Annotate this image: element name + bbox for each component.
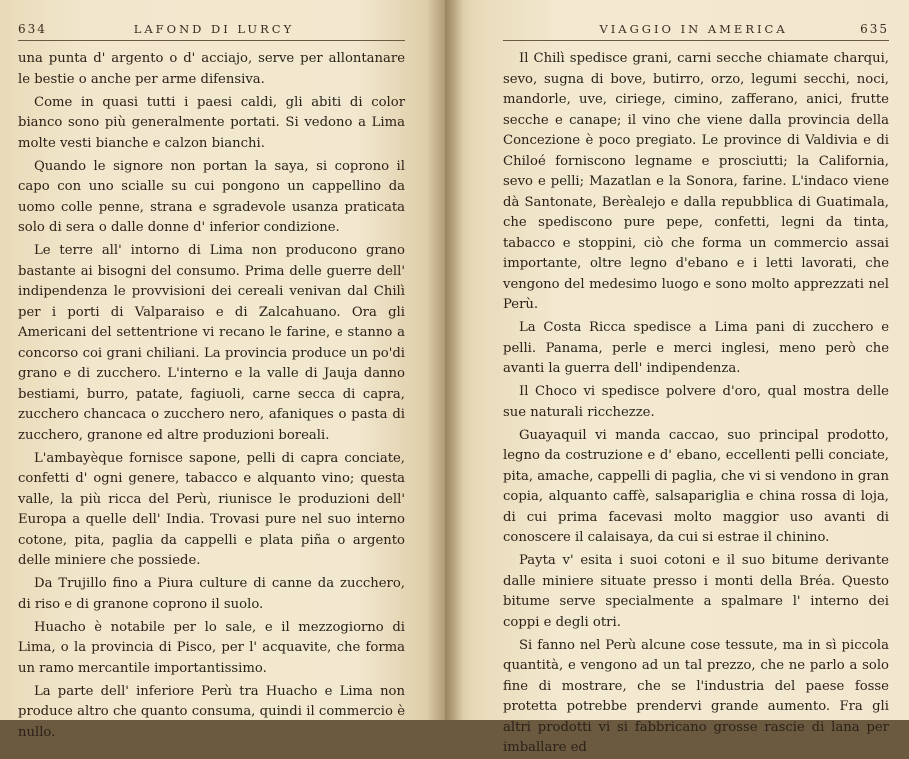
left-running-title: LAFOND DI LURCY [133,22,295,36]
left-page [0,0,445,740]
right-body-text [503,49,889,759]
paragraph: Come in quasi tutti i paesi caldi, gli abiti di color bianco sono più generalmente portati. Si vedono a Lima molte vesti bianche e calzon bianchi. [18,94,405,151]
paragraph: Payta v' esita i suoi cotoni e il suo bitume derivante dalle miniere situate presso i monti della Bréa. Questo bitume serve specialmente a spalmare l' interno dei coppi e degli otri. [503,553,889,630]
paragraph: Il Choco vi spedisce polvere d'oro, qual mostra delle sue naturali ricchezze. [503,384,889,420]
paragraph: Quando le signore non portan la saya, si coprono il capo con uno scialle su cui pongono un cappellino da uomo colle penne, strana e sgradevole usanza praticata solo di sera o dalle donne d' inferior condizione. [18,158,405,235]
paragraph: Il Chilì spedisce grani, carni secche chiamate charqui, sevo, sugna di bove, butirro, orzo, legumi secchi, noci, mandorle, uve, ciriege, cimino, zafferano, anici, frutte secche e canape; il vino che viene dalla provincia della Concezione è poco pregiato. Le province di Valdivia e di Chiloé forniscono legname e prosciutti; la California, sevo e pelli; Mazatlan e la Sonora, farine. L'indaco viene dà Santonate, Berèalejo e dalla repubblica di Guatimala, che spediscono pure pepe, confetti, legni da tinta, tabacco e stoppini, ciò che forma un commercio assai importante, oltre legno d'ebano e i letti lavorati, che vengono del medesimo luogo e sono molto apprezzati nel Perù. [503,51,889,312]
paragraph: L'ambayèque fornisce sapone, pelli di capra conciate, confetti d' ogni genere, tabacco e alquanto vino; questa valle, la più ricca del Perù, riunisce le produzioni dell' Europa a quelle dell' India. Trovasi pure nel suo interno cotone, pita, paglia da cappelli e plata piña o argento delle miniere che possiede. [18,450,405,568]
paragraph: Huacho è notabile per lo sale, e il mezzogiorno di Lima, o la provincia di Pisco, per l' acquavite, che forma un ramo mercantile importantissimo. [18,619,405,676]
paragraph: una punta d' argento o d' acciajo, serve per allontanare le bestie o anche per arme difensiva. [18,51,405,87]
left-gutter-shadow [427,0,445,720]
right-running-head [503,0,889,34]
right-gutter-shadow [445,0,463,720]
paragraph: Da Trujillo fino a Piura culture di canne da zucchero, di riso e di granone coprono il suolo. [18,576,405,612]
right-page-number: 635 [860,22,889,36]
right-running-title: VIAGGIO IN AMERICA [599,22,788,36]
paragraph: La Costa Ricca spedisce a Lima pani di zucchero e pelli. Panama, perle e merci inglesi, meno però che avanti la guerra dell' indipendenza. [503,320,889,376]
right-head-rule [503,40,889,41]
paragraph: Si fanno nel Perù alcune cose tessute, ma in sì piccola quantità, e vengono ad un tal prezzo, che ne parlo a solo fine di mostrare, che se l'industria del paese fosse protetta potrebbe prendervi grande aumento. Fra gli altri prodotti vi si fabbricano grosse rascie di lana per imballare ed [503,637,889,755]
right-page [445,0,909,755]
left-head-rule [18,40,405,41]
left-running-head [18,0,405,34]
paragraph: Guayaquil vi manda caccao, suo principal prodotto, legno da costruzione e d' ebano, eccellenti pelli conciate, pita, amache, cappelli di paglia, che vi si vendono in gran copia, alquanto caffè, salsapariglia e china rossa di loja, di cui prima facevasi molto maggior uso avanti di conoscere il calaisaya, da cui si estrae il chinino. [503,427,889,545]
paragraph: Le terre all' intorno di Lima non producono grano bastante ai bisogni del consumo. Prima delle guerre dell' indipendenza le provvisioni dei cereali venivan dal Chilì per i porti di Valparaiso e di Zalcahuano. Ora gli Americani del settentrione vi recano le farine, e stanno a concorso coi grani chiliani. La provincia produce un po'di grano e di zucchero. L'interno e la valle di Jauja danno bestiami, burro, patate, fagiuoli, carne secca di capra, zucchero chancaca o zucchero nero, afaniques o pasta di zucchero, granone ed altre produzioni boreali. [18,243,405,443]
left-page-number: 634 [18,22,47,36]
paragraph: La parte dell' inferiore Perù tra Huacho e Lima non produce altro che quanto consuma, quindi il commercio è nullo. [18,683,405,740]
left-body-text [18,49,405,743]
